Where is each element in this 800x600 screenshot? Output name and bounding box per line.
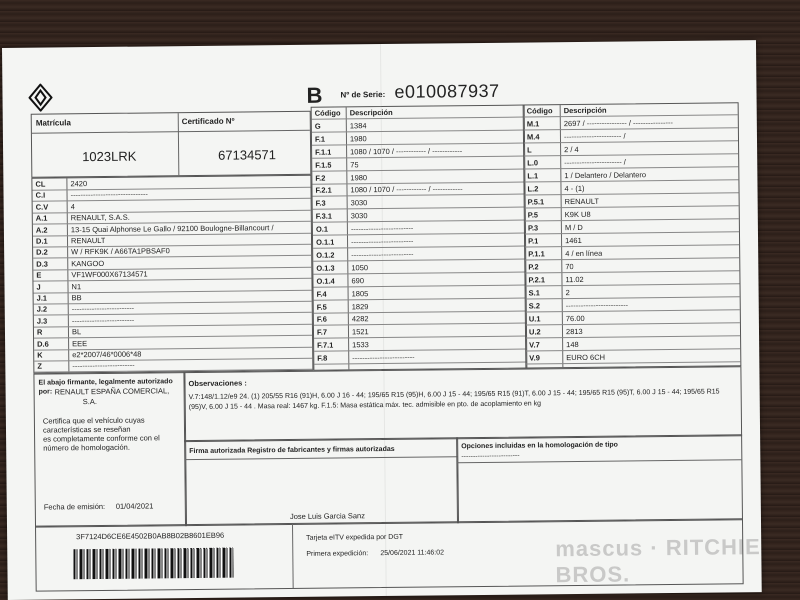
certificado-label: Certificado Nº — [181, 116, 235, 127]
left-code: C.I — [35, 190, 46, 201]
mid-code: F.1.1 — [315, 147, 332, 157]
fecha-emision-value: 01/04/2021 — [115, 501, 154, 511]
mid-code: F.2.1 — [315, 185, 332, 196]
left-value: W / RFK9K / A66TA1PBSAF0 — [71, 246, 170, 257]
mid-row — [313, 260, 525, 274]
right-value: ----------------------- / — [564, 157, 626, 168]
right-row — [526, 324, 740, 338]
left-code: Z — [37, 361, 42, 372]
primera-expedicion-value: 25/06/2021 11:46:02 — [380, 549, 445, 558]
right-row — [525, 194, 739, 208]
right-value: ------------------------- — [565, 300, 629, 311]
mid-code: O.1.4 — [316, 276, 335, 286]
middle-code-table — [311, 105, 528, 371]
left-value: RENAULT — [70, 235, 106, 246]
left-value: e2*2007/46*0006*48 — [72, 349, 142, 360]
watermark-logo: mascus · RITCHIE BROS. — [555, 534, 761, 588]
right-code: L.0 — [527, 158, 539, 168]
mid-value: 1080 / 1070 / ------------ / ------------ — [350, 145, 463, 157]
mid-value: 1080 / 1070 / ------------ / ------------ — [350, 184, 463, 195]
right-value: M / D — [564, 222, 583, 233]
left-code: J — [36, 282, 41, 292]
right-row — [524, 129, 738, 143]
right-value: 76.00 — [565, 313, 585, 324]
mid-code: O.1.3 — [316, 263, 335, 273]
mid-header-desc: Descripción — [349, 107, 393, 118]
mid-code: F.7 — [316, 327, 328, 338]
right-row — [526, 298, 740, 312]
left-value: RENAULT, S.A.S. — [70, 212, 130, 223]
right-code: P.1.1 — [528, 249, 545, 259]
serie-label: Nº de Serie: — [340, 89, 386, 100]
right-header-code: Código — [526, 106, 553, 116]
mid-value: 1805 — [351, 288, 369, 298]
tarjeta-text: Tarjeta eITV expedida por DGT — [306, 533, 404, 542]
mid-value: 75 — [350, 159, 359, 169]
left-value: ------------------------------- — [70, 189, 149, 200]
mid-code: F.5 — [316, 302, 327, 312]
left-code: J.1 — [36, 293, 48, 303]
right-code: P.1 — [528, 236, 539, 246]
right-code: P.3 — [527, 223, 539, 233]
right-code: P.2 — [528, 262, 539, 272]
mid-row — [313, 235, 525, 249]
cert-text-4: número de homologación. — [43, 442, 130, 453]
mid-value: ------------------------- — [350, 223, 414, 234]
right-row — [525, 220, 739, 234]
right-code: S.2 — [528, 301, 541, 311]
right-code: P.2.1 — [528, 275, 546, 285]
barcode — [73, 548, 233, 580]
certificado-value: 67134571 — [218, 147, 277, 163]
mid-code: F.1.5 — [315, 160, 332, 170]
mid-code: F.4 — [316, 289, 327, 299]
right-value: 2 / 4 — [564, 144, 579, 155]
right-code: U.2 — [528, 327, 541, 337]
firmante-box — [33, 372, 187, 528]
firmante-company-1: RENAULT ESPAÑA COMERCIAL, — [54, 386, 170, 397]
mid-row — [312, 118, 524, 132]
left-code: K — [37, 350, 43, 360]
right-row — [526, 350, 740, 364]
firma-label: Firma autorizada Registro de fabricantes y firmas autorizadas — [189, 445, 395, 456]
right-row — [526, 337, 740, 351]
right-row — [524, 142, 738, 156]
mid-value: 4282 — [351, 314, 369, 324]
left-value: ------------------------- — [71, 304, 135, 314]
observaciones-line-2: (95)V, 6.00 J 15 - 44 . Masa real: 1467 kg. F.1.5: Masa estática máx. tec. admisible en pto. de acoplamiento en kg — [188, 400, 542, 412]
right-header-row — [524, 103, 738, 117]
right-code: P.5.1 — [527, 197, 545, 207]
left-code: D.2 — [36, 247, 48, 258]
right-row — [525, 246, 739, 260]
mid-code: O.1 — [315, 224, 329, 234]
firma-name: Jose Luis Garcia Sanz — [289, 511, 366, 522]
mid-code: O.1.1 — [316, 237, 335, 247]
left-value: N1 — [71, 281, 82, 291]
right-code: P.5 — [527, 210, 539, 220]
mid-row — [312, 170, 524, 184]
right-value: 148 — [566, 339, 579, 350]
mid-row — [313, 209, 525, 223]
mid-row — [312, 157, 524, 171]
mid-row — [314, 286, 526, 300]
right-value: 70 — [565, 262, 574, 272]
section-letter: B — [306, 82, 323, 108]
mid-value: 690 — [351, 275, 365, 286]
opciones-box — [456, 434, 743, 523]
right-code: M.4 — [526, 132, 540, 142]
cert-text-1: Certifica que el vehículo cuyas — [42, 415, 145, 426]
right-row — [524, 155, 738, 169]
mid-code: F.3.1 — [315, 211, 333, 221]
mid-row — [314, 351, 526, 365]
left-value: 4 — [70, 202, 75, 212]
left-value: 2420 — [70, 179, 88, 189]
right-code: V.9 — [529, 353, 540, 363]
left-code: D.6 — [37, 339, 49, 349]
left-value: EEE — [72, 338, 88, 348]
right-row — [524, 181, 738, 195]
matricula-value: 1023LRK — [82, 148, 137, 165]
opciones-value: ------------------------- — [461, 452, 520, 461]
right-code: V.7 — [529, 340, 540, 350]
serie-value: e010087937 — [394, 80, 500, 102]
right-row — [525, 259, 739, 273]
mid-code: O.1.2 — [316, 250, 335, 260]
renault-logo-icon — [28, 83, 52, 111]
left-code: R — [36, 327, 43, 337]
right-value: EURO 6CH — [566, 352, 606, 363]
right-code: U.1 — [528, 314, 541, 324]
observaciones-box — [183, 366, 742, 442]
left-code: D.1 — [35, 236, 48, 246]
mid-value: ------------------------- — [352, 352, 415, 363]
mid-row — [313, 196, 525, 210]
mid-row — [312, 144, 524, 158]
left-value: BB — [71, 293, 82, 303]
mid-value: 1521 — [351, 327, 369, 337]
right-header-desc: Descripción — [563, 105, 607, 116]
mid-code: F.8 — [317, 353, 328, 363]
right-value: 2813 — [565, 326, 583, 337]
right-value: 4 - (1) — [564, 183, 585, 194]
mid-row — [312, 131, 524, 145]
right-value: RENAULT — [564, 196, 600, 207]
verification-code: 3F7124D6CE6E4502B0AB8B02B8601EB96 — [76, 530, 225, 542]
right-value: 2697 / ---------------- / ---------------- — [563, 117, 673, 129]
right-code-table — [523, 102, 742, 368]
vehicle-certificate-document — [2, 40, 762, 600]
observaciones-label: Observaciones : — [188, 378, 247, 389]
mid-value: 1050 — [351, 262, 369, 273]
right-value: 2 — [565, 288, 570, 298]
mid-code: F.7.1 — [317, 340, 334, 350]
mid-code: F.1 — [314, 134, 326, 144]
mid-value: 1829 — [351, 301, 369, 311]
right-row — [526, 311, 740, 325]
mid-header-row — [312, 106, 524, 120]
mid-row — [313, 247, 525, 261]
mid-value: 3030 — [350, 211, 368, 221]
left-value: VF1WF000X67134571 — [71, 269, 148, 280]
mid-row — [314, 299, 526, 313]
mid-value: ------------------------- — [351, 236, 414, 247]
left-code-table — [31, 175, 313, 374]
mid-code: F.6 — [316, 315, 327, 325]
mid-value: 1980 — [349, 133, 367, 144]
right-value: 4 / en línea — [565, 248, 603, 259]
firma-box — [184, 437, 459, 526]
right-row — [525, 272, 739, 286]
firmante-label-2: por: — [38, 388, 53, 396]
mid-row — [313, 273, 525, 287]
mid-value: 1980 — [350, 172, 368, 182]
left-value: 13-15 Quai Alphonse Le Gallo / 92100 Boulogne-Billancourt / — [70, 222, 274, 234]
right-value: 11.02 — [565, 274, 584, 285]
opciones-label: Opciones incluidas en la homologación de tipo — [461, 441, 618, 451]
left-code: J.3 — [36, 316, 48, 326]
left-code: C.V — [35, 202, 49, 212]
right-row — [524, 116, 738, 130]
mid-row — [314, 312, 526, 326]
right-code: M.1 — [526, 119, 540, 129]
mid-code: F.2 — [315, 173, 326, 183]
mid-code: F.3 — [315, 198, 326, 209]
left-code: J.2 — [36, 304, 48, 315]
right-row — [525, 207, 739, 221]
right-row — [524, 168, 738, 182]
primera-expedicion-label: Primera expedición: — [306, 550, 369, 558]
right-value: 1461 — [565, 235, 582, 246]
right-value: ----------------------- / — [563, 131, 626, 142]
firmante-label-1: El abajo firmante, legalmente autorizado — [38, 378, 173, 387]
left-value: ------------------------- — [71, 315, 135, 326]
mid-value: 1384 — [349, 121, 367, 131]
matricula-box — [31, 111, 312, 178]
left-code: E — [36, 270, 42, 280]
right-code: S.1 — [528, 288, 540, 298]
right-row — [525, 233, 739, 247]
right-value: K9K U8 — [564, 209, 591, 220]
right-code: L — [527, 145, 532, 155]
mid-code: G — [314, 121, 321, 131]
mid-value: ------------------------- — [351, 249, 414, 260]
mid-value: 1533 — [352, 340, 369, 350]
mid-row — [314, 325, 526, 339]
firmante-company-2: S.A. — [82, 397, 97, 407]
mid-header-code: Código — [314, 108, 341, 118]
mid-value: 3030 — [350, 198, 368, 208]
mid-row — [312, 183, 524, 197]
left-value: BL — [71, 327, 82, 337]
right-value: 1 / Delantero / Delantero — [564, 170, 647, 181]
right-row — [526, 285, 740, 299]
cert-text-2: características se reseñan — [42, 424, 131, 435]
left-code: D.3 — [36, 259, 48, 269]
left-code: A.2 — [35, 225, 48, 235]
matricula-label: Matrícula — [35, 118, 71, 128]
left-value: KANGOO — [71, 258, 105, 269]
mid-row — [313, 222, 525, 236]
left-code: A.1 — [35, 213, 48, 223]
left-value: ------------------------- — [72, 361, 135, 371]
left-code: CL — [35, 179, 46, 189]
fecha-emision-label: Fecha de emisión: — [43, 501, 106, 512]
observaciones-line-1: V.7:148/1.12/e9 24. (1) 205/55 R16 (91)H, 6.00 J 16 - 44; 195/65 R15 (95)H, 6.00 J 15 - 44; 195/65 R15 (91)T, 6.00 J 15 - 44; 195/65 R15 (95)T, 6.00 J 15 - 44; 195/65 R15 — [188, 388, 720, 402]
mid-row — [314, 338, 526, 352]
right-code: L.2 — [527, 184, 539, 194]
right-code: L.1 — [527, 171, 539, 181]
cert-text-3: es completamente conforme con el — [43, 433, 160, 444]
